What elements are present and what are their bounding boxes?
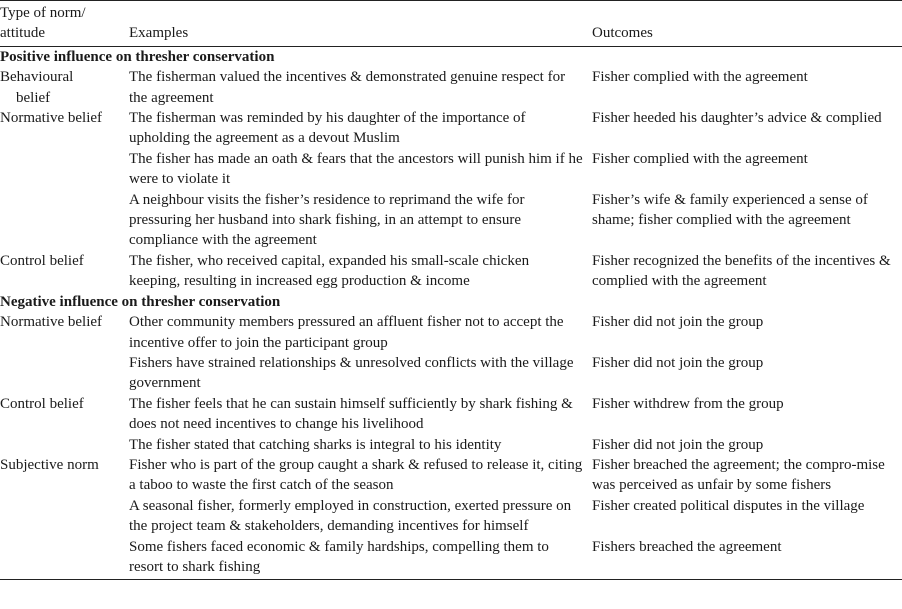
norm-type-cell: Behavioural belief (0, 69, 74, 106)
example-cell: The fisher stated that catching sharks is integral to his identity (129, 436, 502, 453)
example-cell: The fisher, who received capital, expanded his small-scale chicken keeping, resulting in increased egg production & income (129, 252, 530, 290)
header-examples: Examples (129, 3, 592, 46)
example-cell: The fisherman valued the incentives & demonstrated genuine respect for the agreement (129, 69, 566, 106)
example-cell: A seasonal fisher, formerly employed in construction, exerted pressure on the project team & stakeholders, demanding incentives for himself (129, 497, 572, 535)
norm-type-cell (0, 149, 129, 190)
norm-type-cell: Normative belief (0, 110, 103, 127)
outcome-cell: Fisher created political disputes in the village (592, 497, 865, 514)
table-header-row (0, 3, 902, 46)
table-row (0, 455, 902, 496)
section-header-row (0, 46, 902, 67)
table-row (0, 312, 902, 353)
table-row (0, 537, 902, 580)
norm-type-cell: Control belief (0, 395, 84, 412)
table-row (0, 435, 902, 455)
norm-type-cell (0, 435, 129, 455)
table-row (0, 190, 902, 251)
outcome-cell: Fisher breached the agreement; the compro-mise was perceived as unfair by some fishers (592, 456, 885, 494)
table-row (0, 251, 902, 292)
outcome-cell: Fisher recognized the benefits of the incentives & complied with the agreement (592, 252, 891, 290)
outcome-cell: Fisher complied with the agreement (592, 69, 808, 86)
norm-type-cell: Subjective norm (0, 456, 99, 473)
example-cell: The fisher feels that he can sustain himself sufficiently by shark fishing & does not need incentives to change his livelihood (129, 395, 573, 433)
norm-type-cell (0, 537, 129, 580)
outcome-cell: Fisher’s wife & family experienced a sense of shame; fisher complied with the agreement (592, 191, 868, 229)
outcome-cell: Fisher withdrew from the group (592, 395, 784, 412)
outcome-cell: Fisher heeded his daughter’s advice & complied (592, 110, 882, 127)
norm-type-cell: Control belief (0, 252, 84, 269)
outcome-cell: Fisher did not join the group (592, 436, 764, 453)
outcome-cell: Fisher complied with the agreement (592, 150, 808, 167)
example-cell: Fisher who is part of the group caught a shark & refused to release it, citing a taboo to waste the first catch of the season (129, 456, 583, 494)
example-cell: Other community members pressured an affluent fisher not to accept the incentive offer to join the participant group (129, 314, 564, 351)
outcome-cell: Fisher did not join the group (592, 354, 764, 371)
table-row (0, 394, 902, 435)
outcome-cell: Fishers breached the agreement (592, 537, 902, 580)
example-cell: A neighbour visits the fisher’s residence to reprimand the wife for pressuring her husband into shark fishing, in an attempt to ensure compliance with the agreement (129, 191, 525, 249)
table-row (0, 496, 902, 537)
table-body (0, 46, 902, 580)
norm-type-cell: Normative belief (0, 314, 103, 331)
norm-type-cell (0, 190, 129, 251)
header-outcomes: Outcomes (592, 3, 902, 46)
example-cell: Some fishers faced economic & family hardships, compelling them to resort to shark fishing (129, 537, 592, 580)
table-row (0, 353, 902, 394)
section-title: Positive influence on thresher conservation (0, 48, 275, 65)
table-row (0, 149, 902, 190)
header-type: Type of norm/ attitude (0, 3, 129, 46)
example-cell: The fisher has made an oath & fears that the ancestors will punish him if he were to violate it (129, 150, 583, 188)
table-row (0, 67, 902, 108)
example-cell: The fisherman was reminded by his daughter of the importance of upholding the agreement as a devout Muslim (129, 110, 526, 147)
norm-type-cell (0, 353, 129, 394)
outcome-cell: Fisher did not join the group (592, 314, 764, 331)
example-cell: Fishers have strained relationships & unresolved conflicts with the village government (129, 354, 574, 392)
section-header-row (0, 292, 902, 312)
norm-type-cell (0, 496, 129, 537)
table-row (0, 108, 902, 149)
section-title: Negative influence on thresher conservation (0, 293, 281, 310)
